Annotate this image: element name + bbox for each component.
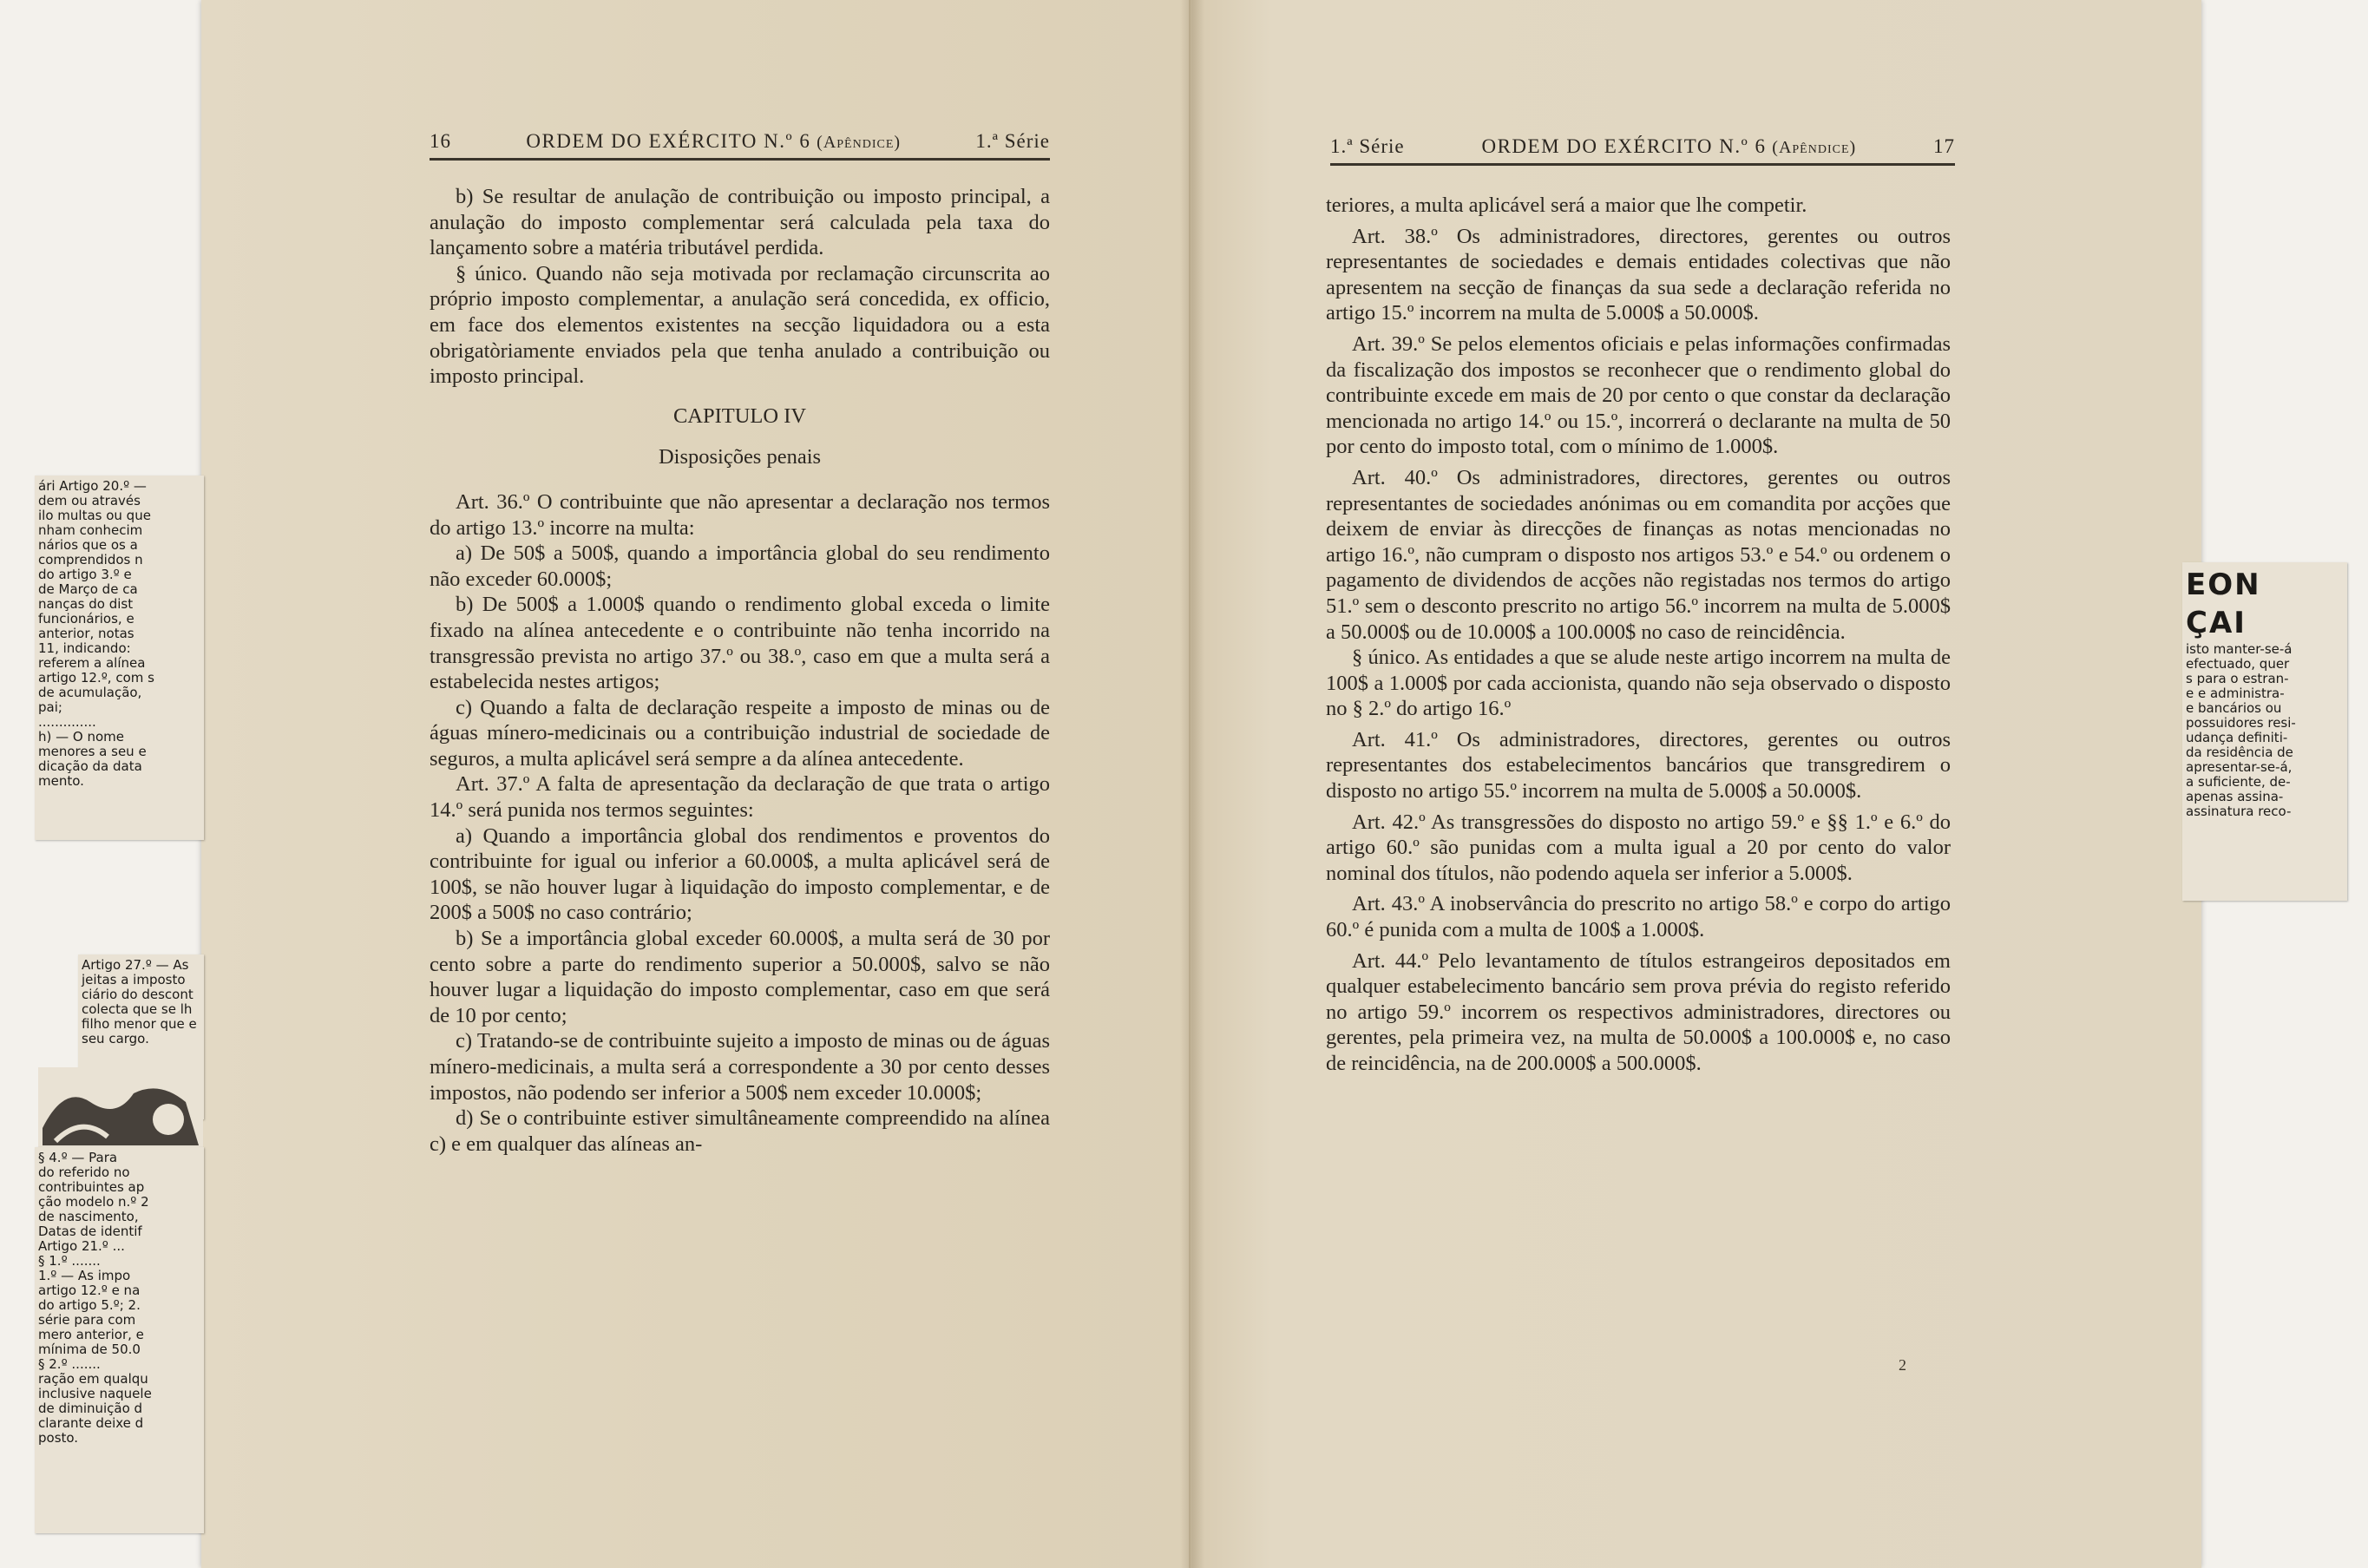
book-gutter <box>1180 0 1204 1568</box>
clipping-line: .............. <box>38 714 96 730</box>
clipping-line: apresentar-se-á, <box>2186 759 2293 775</box>
paragraph: b) Se a importância global exceder 60.000$, a multa será de 30 por cento sobre a parte do rendimento superior a 50.000$, salvo se não houver lugar a liquidação do imposto complementar, caso em que será de 10 por cento; <box>430 927 1050 1027</box>
clipping-line: mínima de 50.0 <box>38 1342 141 1357</box>
clipping-line: inclusive naquele <box>38 1386 152 1401</box>
clipping-line: comprendidos n <box>38 552 143 567</box>
signature-mark: 2 <box>1899 1356 1906 1374</box>
paragraph: Art. 39.º Se pelos elementos oficiais e pelas informações confirmadas da fiscalização dos impostos se reconhecer que o rendimento global do contribuinte excede em mais de 20 por cento o que constar da declaração mencionada no artigo 14.º ou 15.º, incorrerá o declarante na multa de 50 por cento do imposto total, com o mínimo de 1.000$. <box>1326 331 1951 459</box>
right-page-appendix: (Apêndice) <box>1772 138 1857 157</box>
clipping-line: § 2.º ....... <box>38 1356 101 1372</box>
right-page-text <box>1326 193 1951 1077</box>
clipping-line: de diminuição d <box>38 1401 143 1416</box>
clipping-line: artigo 12.º, com s <box>38 670 154 686</box>
clipping-line: posto. <box>38 1430 79 1446</box>
paragraph: d) Se o contribuinte estiver simultâneamente compreendido na alínea c) e em qualquer das alíneas an- <box>430 1106 1050 1156</box>
paragraph: b) De 500$ a 1.000$ quando o rendimento global exceda o limite fixado na alínea antecedente e o contribuinte não tenha incorrido na transgressão prevista no artigo 37.º ou 38.º, caso em que a multa será a estabelecida nestes artigos; <box>430 593 1050 694</box>
chapter-heading: CAPITULO IV <box>672 403 807 428</box>
left-page-title: ORDEM DO EXÉRCITO N.º 6 <box>526 130 811 152</box>
clipping-line: dicação da data <box>38 758 142 774</box>
clipping-line: de Março de ca <box>38 581 138 597</box>
clipping-line: anterior, notas <box>38 626 134 641</box>
clipping-line: isto manter-se-á <box>2186 641 2293 657</box>
paragraph: teriores, a multa aplicável será a maior que lhe competir. <box>1326 194 1807 217</box>
paragraph: a) De 50$ a 500$, quando a importância global do seu rendimento não exceder 60.000$; <box>430 541 1050 591</box>
paragraph: b) Se resultar de anulação de contribuição ou imposto principal, a anulação do imposto complementar será calculada pela taxa do lançamento sobre a matéria tributável perdida. <box>430 185 1050 260</box>
right-page-series: 1.ª Série <box>1330 135 1405 157</box>
paragraph: Art. 44.º Pelo levantamento de títulos estrangeiros depositados em qualquer estabelecimento bancário sem prova prévia do registo referido no artigo 59.º incorrem os respectivos administradores, directores ou gerentes, pela primeira vez, na multa de 50.000$ a 100.000$ e, no caso de reincidência, na de 200.000$ a 500.000$. <box>1326 948 1951 1075</box>
clipping-line: ciário do descont <box>82 987 194 1002</box>
clipping-line: de nascimento, <box>38 1209 139 1224</box>
clipping-line: funcionários, e <box>38 611 134 627</box>
clipping-line: ção modelo n.º 2 <box>38 1194 149 1210</box>
clipping-line: Artigo 27.º — As <box>82 957 189 973</box>
paragraph: Art. 40.º Os administradores, directores, gerentes ou outros representantes de sociedades anónimas ou em comandita por acções que deixem de enviar às direcções de finanças as notas mencionadas no artigo 16.º, não cumpram o disposto nos artigos 53.º e 54.º ou ordenem o pagamento de dividendos de acções não registadas nos termos do artigo 51.º sem o desconto prescrito no artigo 56.º incorrem na multa de 5.000$ a 50.000$ ou de 10.000$ a 100.000$ no caso de reincidência. <box>1326 465 1951 644</box>
clipping-line: contribuintes ap <box>38 1179 145 1195</box>
clipping-line: § 4.º — Para <box>38 1150 118 1165</box>
paragraph: Art. 41.º Os administradores, directores, gerentes ou outros representantes dos estabelecimentos bancários que transgredirem o disposto no artigo 55.º incorrem na multa de 5.000$ a 50.000$. <box>1326 727 1951 804</box>
clipping-line: e e administra- <box>2186 686 2285 701</box>
paragraph: Art. 36.º O contribuinte que não apresentar a declaração nos termos do artigo 13.º incorre na multa: <box>430 489 1050 540</box>
clipping-line: ilo multas ou que <box>38 508 151 523</box>
clipping-line: nham conhecim <box>38 522 143 538</box>
paragraph: c) Tratando-se de contribuinte sujeito a imposto de minas ou de águas mínero-medicinais, a multa será a correspondente a 30 por cento desses impostos, não podendo ser inferior a 500$ nem exceder 10.000$; <box>430 1029 1050 1105</box>
clipping-line: possuidores resi- <box>2186 715 2296 731</box>
clipping-line: clarante deixe d <box>38 1415 144 1431</box>
clipping-line: efectuado, quer <box>2186 656 2290 672</box>
left-page-appendix: (Apêndice) <box>817 133 902 152</box>
clipping-line: Datas de identif <box>38 1224 142 1239</box>
clipping-line: colecta que se lh <box>82 1001 193 1017</box>
paragraph: a) Quando a importância global dos rendimentos e proventos do contribuinte for igual ou inferior a 60.000$, a multa aplicável será de 100$, se não houver lugar à liquidação do imposto complementar, e de 200$ a 500$ no caso contrário; <box>430 823 1050 925</box>
clipping-line: filho menor que e <box>82 1016 197 1032</box>
clipping-line: seu cargo. <box>82 1031 149 1046</box>
paragraph: Art. 43.º A inobservância do prescrito no artigo 58.º e corpo do artigo 60.º é punida com a multa de 100$ a 1.000$. <box>1326 892 1951 942</box>
clipping-line: 1.º — As impo <box>38 1268 131 1283</box>
clipping-line: mento. <box>38 773 84 789</box>
newspaper-clipping-left-bottom <box>35 1147 204 1533</box>
clipping-line: 11, indicando: <box>38 640 131 656</box>
paragraph: § único. Quando não seja motivada por reclamação circunscrita ao próprio imposto complementar, a anulação será concedida, ex officio, em face dos elementos existentes na secção liquidadora ou a esta obrigatòriamente enviados pela que tenha anulado a contribuição ou imposto principal. <box>430 261 1050 389</box>
clipping-line: referem a alínea <box>38 655 146 671</box>
newspaper-clipping-left-top <box>35 476 204 840</box>
ornament-image <box>38 1067 203 1150</box>
left-page-text <box>430 184 1050 1157</box>
paragraph: § único. As entidades a que se alude neste artigo incorrem na multa de 100$ a 1.000$ por cada accionista, quando não seja observado o disposto no § 2.º do artigo 16.º <box>1326 646 1951 721</box>
clipping-line: ração em qualqu <box>38 1371 148 1387</box>
left-page-header <box>430 130 1050 161</box>
clipping-line: a suficiente, de- <box>2186 774 2291 790</box>
section-heading: Disposições penais <box>658 445 822 469</box>
clipping-line: do referido no <box>38 1165 130 1180</box>
clipping-line: do artigo 5.º; 2. <box>38 1297 141 1313</box>
clipping-line: dem ou através <box>38 493 141 508</box>
paragraph: c) Quando a falta de declaração respeite a imposto de minas ou de águas mínero-medicinais ou a contribuição industrial de sociedade de seguros, a multa aplicável será sempre a da alínea antecedente. <box>430 695 1050 771</box>
clipping-line: § 1.º ....... <box>38 1253 101 1269</box>
clipping-line: Artigo 21.º ... <box>38 1238 125 1254</box>
clipping-line: s para o estran- <box>2186 671 2289 686</box>
right-page-title: ORDEM DO EXÉRCITO N.º 6 <box>1481 135 1767 157</box>
clipping-line: h) — O nome <box>38 729 124 745</box>
clipping-line: mero anterior, e <box>38 1327 144 1342</box>
clipping-line: assinatura reco- <box>2186 804 2292 819</box>
clipping-line: apenas assina- <box>2186 789 2284 804</box>
paragraph: Art. 38.º Os administradores, directores, gerentes ou outros representantes de sociedades e demais entidades colectivas que não apresentem na secção de finanças da sua sede a declaração referida no artigo 15.º incorrem na multa de 5.000$ a 50.000$. <box>1326 224 1951 325</box>
clipping-line: jeitas a imposto <box>82 972 186 987</box>
left-page-series: 1.ª Série <box>975 130 1050 152</box>
clipping-line: menores a seu e <box>38 744 147 759</box>
clipping-line: udança definiti- <box>2186 730 2288 745</box>
clipping-line: série para com <box>38 1312 136 1328</box>
left-page-number: 16 <box>430 130 451 152</box>
paragraph: Art. 42.º As transgressões do disposto no artigo 59.º e §§ 1.º e 6.º do artigo 60.º são punidas com a multa igual a 20 por cento do valor nominal dos títulos, não podendo aquela ser inferior a 5.000$. <box>1326 810 1951 885</box>
clipping-headline: ÇAI <box>2186 606 2247 640</box>
clipping-line: artigo 12.º e na <box>38 1283 141 1298</box>
clipping-line: e bancários ou <box>2186 700 2282 716</box>
clipping-line: nanças do dist <box>38 596 134 612</box>
clipping-line: ári Artigo 20.º — <box>38 478 147 494</box>
clipping-line: nários que os a <box>38 537 138 553</box>
newspaper-clipping-right <box>2182 562 2347 901</box>
right-page-header <box>1330 135 1955 166</box>
clipping-line: do artigo 3.º e <box>38 567 132 582</box>
clipping-line: pai; <box>38 699 62 715</box>
clipping-line: da residência de <box>2186 745 2293 760</box>
clipping-line: de acumulação, <box>38 685 142 700</box>
clipping-headline: EON <box>2186 567 2261 602</box>
right-page-number: 17 <box>1933 135 1955 157</box>
paragraph: Art. 37.º A falta de apresentação da declaração de que trata o artigo 14.º será punida nos termos seguintes: <box>430 772 1050 823</box>
